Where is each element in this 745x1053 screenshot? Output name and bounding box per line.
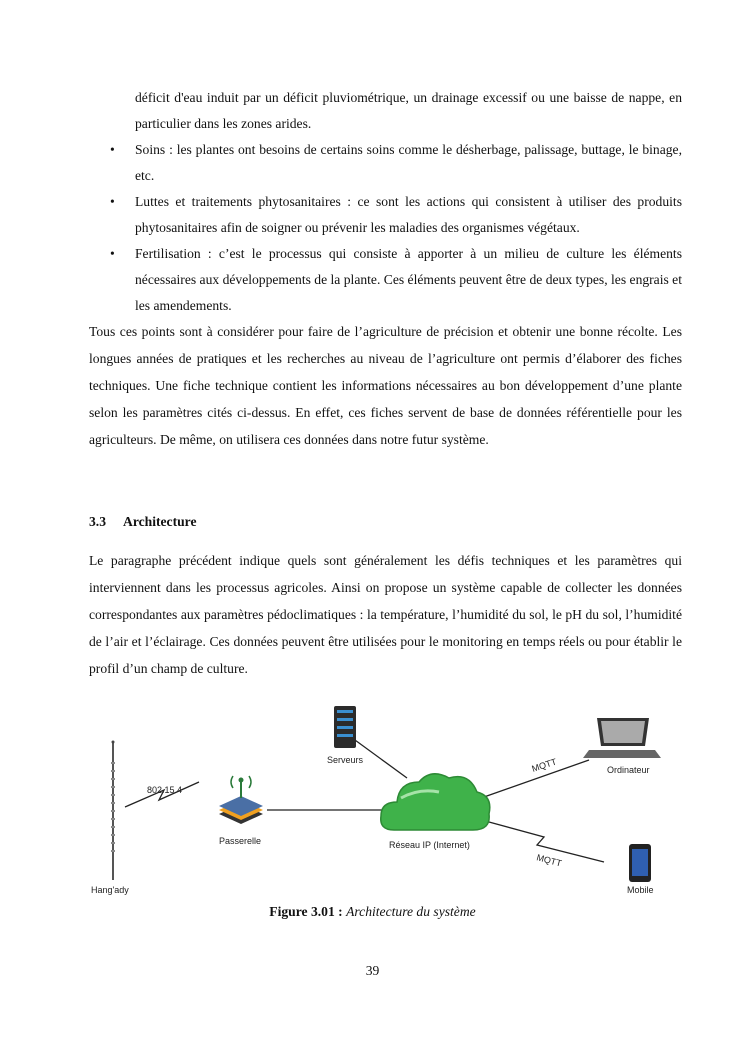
paragraph-precision: Tous ces points sont à considérer pour faire de l’agriculture de précision et obtenir une bonne récolte. Les longues années de pratiques et les recherches au niveau de l’agriculture ont permis d’élaborer des fiches techniques. Une fiche technique contient les informations nécessaires au bon développement d’une plante selon les paramètres cités ci-dessus. En effet, ces fiches servent de base de données référentielle pour les agriculteurs. De même, on utilisera ces données dans notre futur système.: [89, 324, 682, 447]
continuation-text: déficit d'eau induit par un déficit pluviométrique, un drainage excessif ou une baisse de nappe, en particulier dans les zones arides.: [135, 90, 682, 131]
mobile-icon: [629, 844, 651, 882]
paragraph-architecture: Le paragraphe précédent indique quels sont généralement les défis techniques et les paramètres qui interviennent dans les processus agricoles. Ainsi on propose un système capable de collecter les données correspondantes aux paramètres pédoclimatiques : la température, l’humidité du sol, le pH du sol, l’humidité de l’air et l’éclairage. Ces données peuvent être utilisées pour le monitoring en temps réels ou pour établir le profil d’un champ de culture.: [89, 553, 682, 676]
protocol-label: 802.15.4: [147, 785, 183, 795]
list-item: [89, 241, 682, 319]
section-heading: [89, 509, 196, 535]
section-number: 3.3: [89, 514, 106, 529]
server-icon: [334, 706, 356, 748]
bullet-icon: •: [110, 194, 115, 209]
caption-title: Architecture du système: [346, 904, 476, 919]
mqtt-bottom-label: MQTT: [535, 852, 563, 869]
bullet-text: Luttes et traitements phytosanitaires : ce sont les actions qui consistent à utiliser des produits phytosanitaires afin de soigner ou prévenir les maladies des organismes végétaux.: [135, 194, 682, 235]
list-item: [89, 189, 682, 241]
laptop-icon: [583, 718, 661, 758]
gateway-label: Passerelle: [219, 836, 262, 846]
network-label: Réseau IP (Internet): [389, 840, 470, 850]
bullet-icon: •: [110, 246, 115, 261]
bullet-icon: •: [110, 142, 115, 157]
architecture-diagram: [89, 702, 682, 902]
sensor-icon: [112, 741, 115, 881]
bullet-list: [89, 137, 682, 319]
page-number: 39: [365, 963, 380, 978]
bullet-text: Soins : les plantes ont besoins de certains soins comme le désherbage, palissage, buttage, le binage, etc.: [135, 142, 682, 183]
servers-label: Serveurs: [327, 755, 364, 765]
mqtt-top-label: MQTT: [530, 756, 558, 774]
bullet-text: Fertilisation : c’est le processus qui consiste à apporter à un milieu de culture les éléments nécessaires aux développements de la plante. Ces éléments peuvent être de deux types, les engrais et les amendements.: [135, 246, 682, 313]
figure-caption: [0, 904, 745, 920]
computer-label: Ordinateur: [607, 765, 650, 775]
caption-label: Figure 3.01 :: [269, 904, 343, 919]
mobile-label: Mobile: [627, 885, 654, 895]
gateway-icon: [219, 776, 263, 824]
sensor-label: Hang'ady: [91, 885, 129, 895]
list-item: [89, 137, 682, 189]
section-title: Architecture: [123, 514, 197, 529]
cloud-icon: [381, 774, 490, 830]
